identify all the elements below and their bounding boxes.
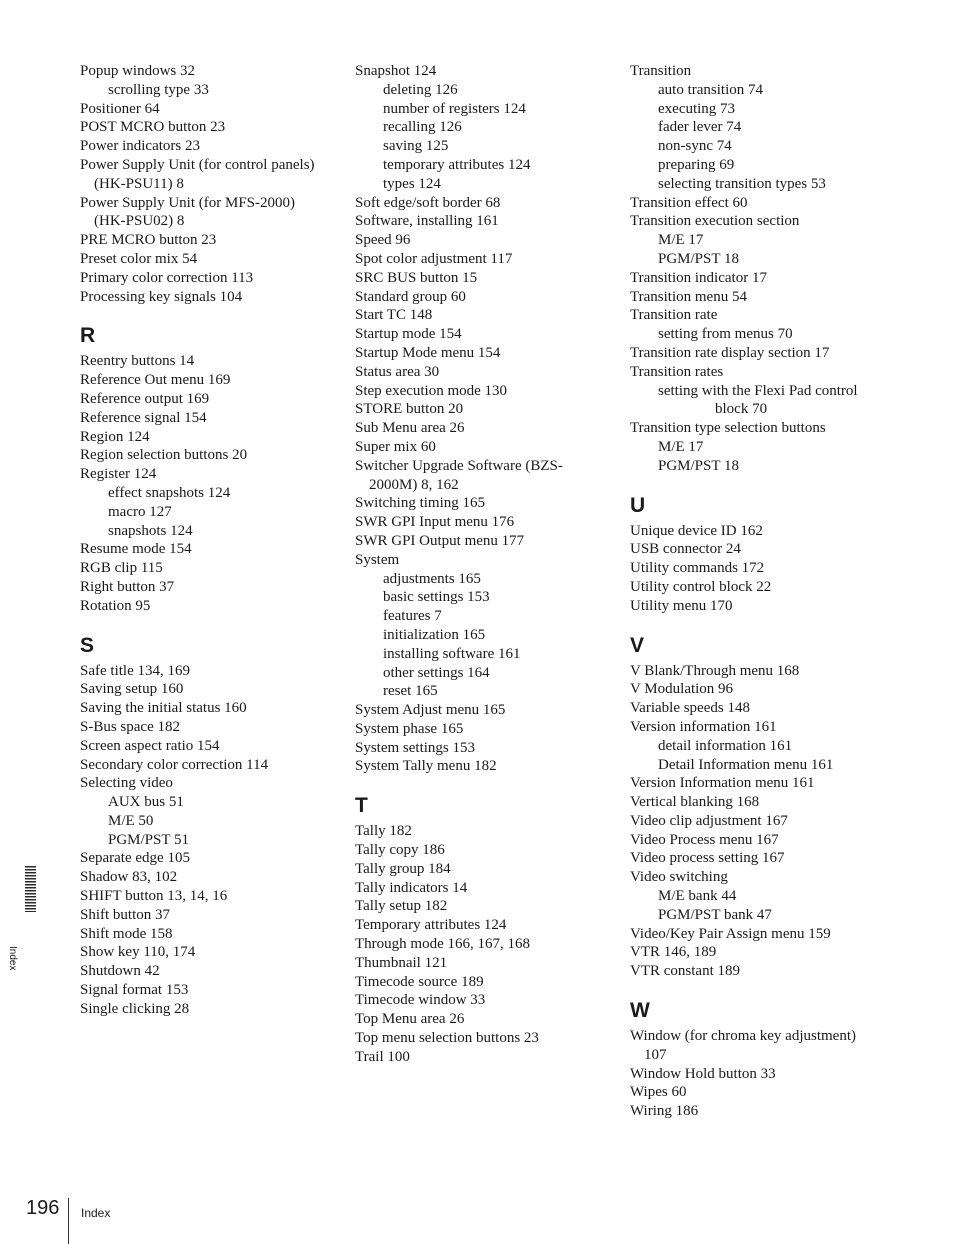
index-entry: Wipes 60: [630, 1084, 687, 1101]
index-subentry: PGM/PST 18: [658, 457, 740, 474]
index-entry: Wiring 186: [630, 1103, 699, 1120]
index-subentry: M/E 50: [108, 812, 154, 829]
index-entry: Safe title 134, 169: [80, 662, 190, 679]
index-entry: Saving setup 160: [80, 681, 184, 698]
index-subentry: features 7: [383, 608, 442, 625]
index-entry: Shift mode 158: [80, 925, 173, 942]
index-letter-heading: U: [630, 493, 646, 517]
index-subentry: auto transition 74: [658, 81, 763, 98]
index-entry: Shutdown 42: [80, 963, 160, 980]
index-entry: VTR constant 189: [630, 963, 740, 980]
index-entry: Start TC 148: [355, 307, 433, 324]
index-entry: POST MCRO button 23: [80, 119, 226, 136]
index-entry: Rotation 95: [80, 597, 151, 614]
index-entry: Transition rate: [630, 307, 718, 324]
index-entry: Video process setting 167: [630, 850, 785, 867]
index-entry: Transition menu 54: [630, 288, 747, 305]
index-entry: Screen aspect ratio 154: [80, 737, 220, 754]
index-subentry: executing 73: [658, 100, 736, 117]
index-subentry: PGM/PST 51: [108, 831, 190, 848]
index-entry: (HK-PSU02) 8: [94, 213, 185, 230]
index-entry: Utility control block 22: [630, 578, 772, 595]
index-entry: VTR 146, 189: [630, 944, 717, 961]
index-entry: Thumbnail 121: [355, 954, 448, 971]
index-subentry: PGM/PST 18: [658, 250, 740, 267]
index-subentry: basic settings 153: [383, 589, 490, 606]
index-subentry: PGM/PST bank 47: [658, 906, 772, 923]
index-entry: Video switching: [630, 869, 728, 886]
index-letter-heading: S: [80, 633, 95, 657]
index-entry: Primary color correction 113: [80, 269, 254, 286]
index-entry: (HK-PSU11) 8: [94, 175, 184, 192]
index-entry: V Blank/Through menu 168: [630, 662, 800, 679]
index-entry: Timecode source 189: [355, 973, 484, 990]
index-entry: 107: [644, 1046, 667, 1063]
index-entry: Tally indicators 14: [355, 879, 468, 896]
index-entry: Switching timing 165: [355, 495, 486, 512]
index-entry: Power Supply Unit (for control panels): [80, 156, 315, 173]
index-subentry: scrolling type 33: [108, 81, 209, 98]
index-subentry: non-sync 74: [658, 138, 732, 155]
index-entry: Tally setup 182: [355, 898, 448, 915]
index-entry: SHIFT button 13, 14, 16: [80, 888, 228, 905]
index-entry: Tally group 184: [355, 860, 451, 877]
index-entry: Timecode window 33: [355, 992, 486, 1009]
index-entry: Register 124: [80, 466, 157, 483]
index-subentry: adjustments 165: [383, 570, 481, 587]
index-entry: Step execution mode 130: [355, 382, 508, 399]
index-subentry: types 124: [383, 175, 441, 192]
index-entry: System phase 165: [355, 720, 464, 737]
index-entry: Transition rate display section 17: [630, 344, 830, 361]
index-entry: Saving the initial status 160: [80, 700, 247, 717]
index-entry: Transition rates: [630, 363, 724, 380]
index-entry: Switcher Upgrade Software (BZS-: [355, 457, 563, 474]
index-entry: System settings 153: [355, 739, 476, 756]
index-column-2: [355, 62, 613, 1067]
index-entry: Show key 110, 174: [80, 944, 196, 961]
index-entry: 2000M) 8, 162: [369, 476, 459, 493]
index-entry: Reference signal 154: [80, 409, 207, 426]
index-entry: STORE button 20: [355, 401, 464, 418]
index-subentry: snapshots 124: [108, 522, 193, 539]
index-entry: Through mode 166, 167, 168: [355, 936, 530, 953]
index-subentry: selecting transition types 53: [658, 175, 826, 192]
index-entry: Transition type selection buttons: [630, 420, 826, 437]
index-entry: Status area 30: [355, 363, 440, 380]
index-entry: Speed 96: [355, 232, 411, 249]
index-entry: S-Bus space 182: [80, 718, 180, 735]
index-entry: Region 124: [80, 428, 150, 445]
index-entry: V Modulation 96: [630, 681, 734, 698]
index-entry: Standard group 60: [355, 288, 466, 305]
index-subentry: other settings 164: [383, 664, 490, 681]
index-entry: Secondary color correction 114: [80, 756, 269, 773]
index-subentry: initialization 165: [383, 626, 486, 643]
index-entry: Utility menu 170: [630, 597, 733, 614]
index-entry: Video/Key Pair Assign menu 159: [630, 925, 831, 942]
index-entry: Positioner 64: [80, 100, 160, 117]
index-entry: Trail 100: [355, 1048, 410, 1065]
index-entry: Reference Out menu 169: [80, 372, 231, 389]
index-letter-heading: T: [355, 794, 368, 818]
index-entry: Reentry buttons 14: [80, 353, 195, 370]
index-entry: System Tally menu 182: [355, 758, 497, 775]
index-subentry: macro 127: [108, 503, 172, 520]
index-entry: Resume mode 154: [80, 541, 192, 558]
page-number: 196: [26, 1197, 60, 1219]
index-entry: Utility commands 172: [630, 560, 765, 577]
index-subentry: effect snapshots 124: [108, 484, 231, 501]
index-entry: Window Hold button 33: [630, 1065, 776, 1082]
index-entry: System: [355, 551, 400, 568]
index-subentry: AUX bus 51: [108, 794, 184, 811]
index-entry: Vertical blanking 168: [630, 794, 760, 811]
index-entry: Single clicking 28: [80, 1000, 190, 1017]
index-entry: Selecting video: [80, 775, 173, 792]
index-entry: Shadow 83, 102: [80, 869, 178, 886]
index-subentry: saving 125: [383, 138, 449, 155]
index-entry: Snapshot 124: [355, 63, 437, 79]
index-entry: Software, installing 161: [355, 213, 499, 230]
index-entry: Top Menu area 26: [355, 1011, 465, 1028]
index-entry: Top menu selection buttons 23: [355, 1030, 539, 1047]
index-entry: Transition indicator 17: [630, 269, 767, 286]
index-subentry: setting from menus 70: [658, 326, 793, 343]
index-entry: Power Supply Unit (for MFS-2000): [80, 194, 296, 211]
index-subentry: M/E 17: [658, 438, 704, 455]
index-entry: Spot color adjustment 117: [355, 250, 513, 267]
index-entry: Region selection buttons 20: [80, 447, 248, 464]
index-subentry: setting with the Flexi Pad control: [658, 382, 858, 399]
index-subentry: deleting 126: [383, 81, 458, 98]
index-subentry: number of registers 124: [383, 100, 526, 117]
index-subentry: fader lever 74: [658, 119, 742, 136]
index-entry: Unique device ID 162: [630, 522, 763, 539]
index-entry: Popup windows 32: [80, 63, 196, 79]
index-entry: Right button 37: [80, 578, 175, 595]
index-entry: Super mix 60: [355, 438, 436, 455]
index-entry: PRE MCRO button 23: [80, 232, 217, 249]
index-entry: Window (for chroma key adjustment): [630, 1028, 856, 1045]
index-subentry: installing software 161: [383, 645, 521, 662]
index-entry: Transition effect 60: [630, 194, 748, 211]
index-entry: System Adjust menu 165: [355, 702, 506, 719]
index-entry: Video clip adjustment 167: [630, 812, 788, 829]
index-entry: Transition: [630, 63, 692, 79]
index-entry: SRC BUS button 15: [355, 269, 478, 286]
index-entry: SWR GPI Output menu 177: [355, 532, 525, 549]
index-subentry: temporary attributes 124: [383, 156, 531, 173]
index-entry: Tally 182: [355, 823, 412, 840]
index-subentry: preparing 69: [658, 156, 735, 173]
index-entry: Version Information menu 161: [630, 775, 815, 792]
index-entry: Processing key signals 104: [80, 288, 243, 305]
index-entry: Soft edge/soft border 68: [355, 194, 501, 211]
index-letter-heading: V: [630, 633, 645, 657]
index-entry: Video Process menu 167: [630, 831, 779, 848]
index-entry: Variable speeds 148: [630, 700, 750, 717]
index-entry: Shift button 37: [80, 906, 171, 923]
side-tab-marker: [25, 866, 36, 912]
index-letter-heading: R: [80, 324, 96, 348]
index-subentry: recalling 126: [383, 119, 462, 136]
index-entry: Signal format 153: [80, 982, 189, 999]
index-entry: Sub Menu area 26: [355, 420, 465, 437]
index-subentry: detail information 161: [658, 737, 793, 754]
index-column-1: [80, 62, 338, 1019]
index-entry: Separate edge 105: [80, 850, 190, 867]
index-entry: USB connector 24: [630, 541, 741, 558]
index-entry: block 70: [715, 401, 768, 418]
index-subentry: M/E bank 44: [658, 888, 737, 905]
index-entry: Transition execution section: [630, 213, 800, 230]
index-entry: Tally copy 186: [355, 842, 445, 859]
index-subentry: Detail Information menu 161: [658, 756, 834, 773]
footer-divider: [68, 1198, 69, 1244]
index-entry: RGB clip 115: [80, 560, 163, 577]
side-tab-label: Index: [7, 946, 18, 971]
index-entry: Startup mode 154: [355, 326, 462, 343]
footer-section-label: Index: [81, 1206, 111, 1220]
index-column-3: [630, 62, 888, 1121]
index-subentry: M/E 17: [658, 232, 704, 249]
index-entry: Temporary attributes 124: [355, 917, 507, 934]
index-entry: Reference output 169: [80, 390, 210, 407]
index-entry: Startup Mode menu 154: [355, 344, 501, 361]
index-entry: Power indicators 23: [80, 138, 200, 155]
index-entry: Version information 161: [630, 718, 777, 735]
index-subentry: reset 165: [383, 683, 438, 700]
index-entry: SWR GPI Input menu 176: [355, 514, 515, 531]
index-letter-heading: W: [630, 999, 650, 1023]
index-entry: Preset color mix 54: [80, 250, 198, 267]
